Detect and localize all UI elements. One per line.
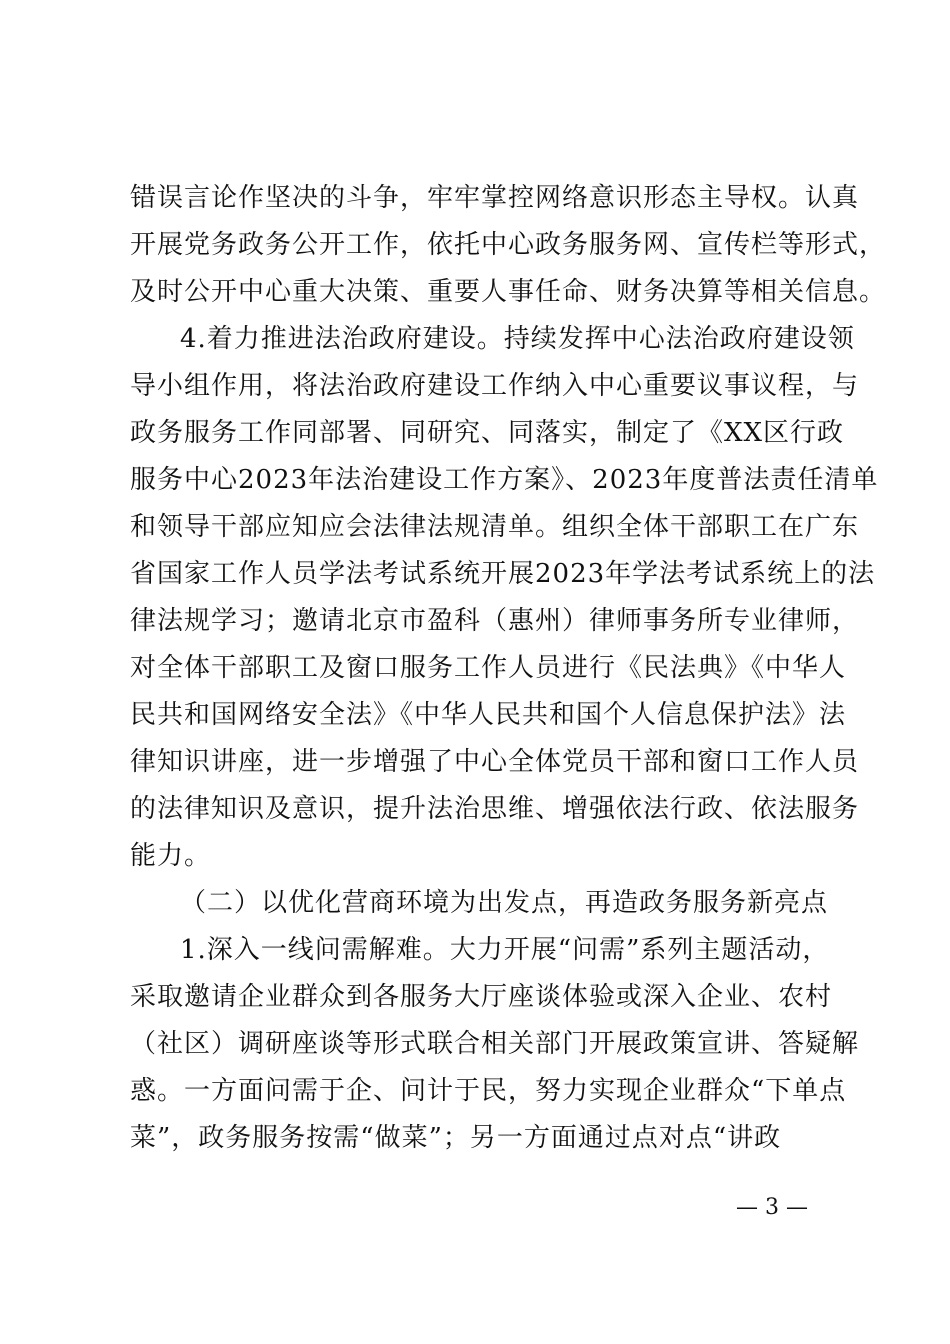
body-text-line: 导小组作用，将法治政府建设工作纳入中心重要议事议程，与 <box>130 371 860 401</box>
body-text-line: 和领导干部应知应会法律法规清单。组织全体干部职工在广东 <box>130 512 860 542</box>
section-heading: （二）以优化营商环境为出发点，再造政务服务新亮点 <box>180 888 829 918</box>
body-text-line: 惑。一方面问需于企、问计于民，努力实现企业群众“下单点 <box>130 1076 847 1106</box>
body-text-line: 律法规学习；邀请北京市盈科（惠州）律师事务所专业律师， <box>130 606 860 636</box>
body-text-line: 律知识讲座，进一步增强了中心全体党员干部和窗口工作人员 <box>130 747 860 777</box>
body-text-line: 采取邀请企业群众到各服务大厅座谈体验或深入企业、农村 <box>130 982 833 1012</box>
body-text-line: 民共和国网络安全法》《中华人民共和国个人信息保护法》法 <box>130 700 847 730</box>
section-item-heading-line: 4.着力推进法治政府建设。持续发挥中心法治政府建设领 <box>180 324 855 354</box>
section-item-heading-line: 1.深入一线问需解难。大力开展“问需”系列主题活动， <box>180 935 830 965</box>
body-text-line: 的法律知识及意识，提升法治思维、增强依法行政、依法服务 <box>130 794 860 824</box>
body-text-line: 对全体干部职工及窗口服务工作人员进行《民法典》《中华人 <box>130 653 847 683</box>
body-text-line: 服务中心2023年法治建设工作方案》、2023年度普法责任清单 <box>130 465 879 495</box>
body-text-line: 菜”，政务服务按需“做菜”；另一方面通过点对点“讲政 <box>130 1123 782 1153</box>
body-text-line: （社区）调研座谈等形式联合相关部门开展政策宣讲、答疑解 <box>130 1029 860 1059</box>
body-text-line: 能力。 <box>130 841 212 871</box>
body-text-line: 开展党务政务公开工作，依托中心政务服务网、宣传栏等形式， <box>130 230 887 260</box>
body-text-line: 错误言论作坚决的斗争，牢牢掌控网络意识形态主导权。认真 <box>130 183 860 213</box>
body-text-line: 政务服务工作同部署、同研究、同落实，制定了《XX区行政 <box>130 418 845 448</box>
body-text-line: 及时公开中心重大决策、重要人事任命、财务决算等相关信息。 <box>130 277 887 307</box>
body-text-line: 省国家工作人员学法考试系统开展2023年学法考试系统上的法 <box>130 559 876 589</box>
page-number: — 3 — <box>736 1195 808 1220</box>
